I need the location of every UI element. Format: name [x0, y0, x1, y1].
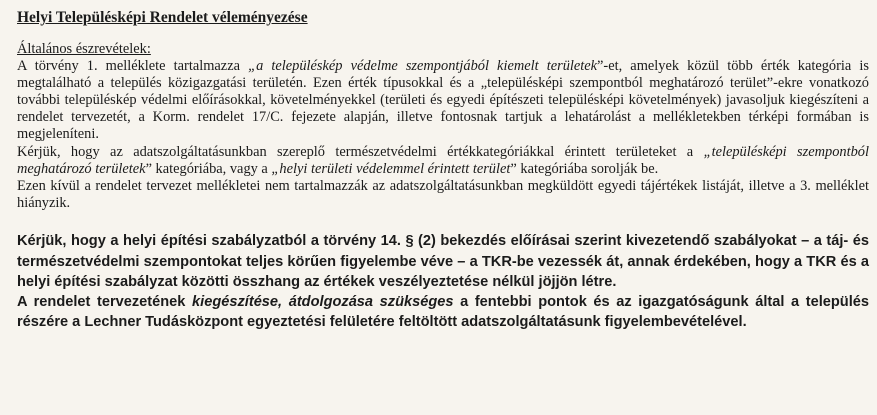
paragraph-5-text-b: a fentebbi pontok és az igazgatóságunk által a település részére a Lechner Tudásközpont egyeztetési felületére feltöltött adatszolgáltatásunk figyelembevételével.	[17, 293, 870, 331]
paragraph-2-text-c: ” kategóriába sorolják be.	[510, 160, 659, 177]
paragraph-2-text-b: ” kategóriába, vagy a	[145, 160, 272, 177]
paragraph-1-emphasis: „a településkép védelme szempontjából kiemelt területek	[248, 57, 598, 74]
paragraph-1-text-a: A törvény 1. melléklete tartalmazza	[17, 57, 249, 74]
paragraph-2-emphasis-a: „településképi szempontból meghatározó területek	[17, 143, 869, 177]
paragraph-1-text-b: ”-et, amelyek közül több érték kategória is megtalálható a település közigazgatási területén. Ezen érték típusokkal és a „településképi szempontból meghatározó terület”-ekre vonatkozó további településkép védelmi előírásokkal, követelményekkel (területi és egyedi építészeti településképi követelmények) javasoljuk kiegészíteni a rendelet tervezetét, a Korm. rendelet 17/C. fejezete alapján, illetve fontosnak tartjuk a lehatárolást a mellékletekben térképi formában is megjeleníteni.	[17, 57, 869, 143]
paragraph-5-text-a: A rendelet tervezetének	[17, 293, 193, 310]
paragraph-5	[17, 292, 869, 332]
document-title: Helyi Településképi Rendelet véleményezése	[17, 9, 308, 26]
document-page	[17, 8, 869, 332]
section-heading: Általános észrevételek:	[17, 41, 151, 57]
paragraph-gap	[17, 212, 869, 231]
paragraph-3: Ezen kívül a rendelet tervezet mellékletei nem tartalmazzák az adatszolgáltatásunkban megküldött egyedi tájértékek listáját, illetve a 3. melléklet hiányzik.	[17, 177, 869, 212]
paragraph-5-emphasis: kiegészítése, átdolgozása szükséges	[192, 293, 454, 310]
paragraph-2	[17, 144, 869, 178]
paragraph-4: Kérjük, hogy a helyi építési szabályzatból a törvény 14. § (2) bekezdés előírásai szerint kivezetendő szabályokat – a táj- és természetvédelmi szempontokat teljes körűen figyelembe véve – a TKR-be vezessék át, annak érdekében, hogy a TKR és a helyi építési szabályzat közötti összhang az értékek veszélyeztetése nélkül jöjjön létre.	[17, 233, 869, 290]
paragraph-2-emphasis-b: „helyi területi védelemmel érintett terület	[271, 160, 511, 177]
paragraph-2-text-a: Kérjük, hogy az adatszolgáltatásunkban szereplő természetvédelmi értékkategóriákkal érintett területeket a	[17, 143, 704, 160]
paragraph-1	[17, 58, 869, 144]
